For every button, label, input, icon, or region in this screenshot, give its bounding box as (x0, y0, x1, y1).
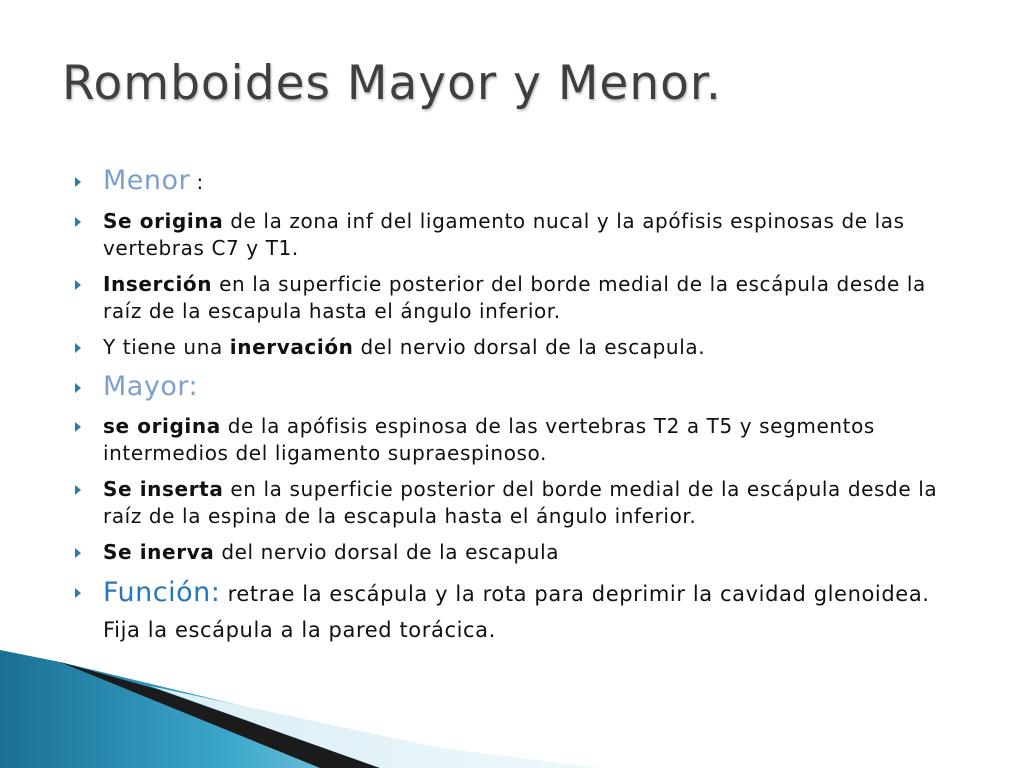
bullet-arrow-icon (75, 485, 81, 495)
item-bold: inervación (229, 335, 354, 359)
content-list (72, 164, 962, 657)
bullet-arrow-icon (75, 280, 81, 290)
swoosh-dark-stripe (60, 662, 380, 768)
item-text: de la zona inf del ligamento nucal y la apófisis espinosas de las vertebras C7 y T1. (103, 209, 905, 260)
heading-menor-label: Menor (103, 165, 191, 196)
list-item-mayor-insercion (72, 476, 962, 530)
list-item-menor-insercion (72, 271, 962, 325)
item-bold: Se inerva (103, 540, 215, 564)
swoosh-pale-band (150, 686, 600, 768)
list-item-menor-origen (72, 208, 962, 262)
item-pre: Y tiene una (103, 335, 230, 359)
heading-mayor-label: Mayor: (103, 371, 199, 402)
bullet-arrow-icon (75, 177, 81, 187)
bullet-arrow-icon (75, 217, 81, 227)
item-text: del nervio dorsal de la escapula (214, 540, 560, 564)
list-item-menor-inervacion (72, 334, 962, 361)
item-text: del nervio dorsal de la escapula. (353, 335, 706, 359)
bullet-arrow-icon (75, 548, 81, 558)
heading-menor-colon: : (190, 170, 204, 194)
item-bold: se origina (103, 414, 221, 438)
heading-menor (72, 164, 962, 199)
bullet-arrow-icon (75, 588, 81, 598)
bullet-arrow-icon (75, 383, 81, 393)
slide-title: Romboides Mayor y Menor. (62, 56, 722, 111)
heading-funcion-label: Función: (103, 577, 221, 608)
item-bold: Se origina (103, 209, 224, 233)
heading-mayor (72, 370, 962, 404)
funcion-text: retrae la escápula y la rota para deprimir la cavidad glenoidea. Fija la escápula a la pared torácica. (103, 582, 930, 642)
list-item-mayor-inervacion (72, 539, 962, 566)
item-text: en la superficie posterior del borde medial de la escápula desde la raíz de la escapula hasta el ángulo inferior. (103, 272, 926, 323)
item-bold: Inserción (103, 272, 213, 296)
swoosh-blue-band (0, 650, 500, 768)
item-text: de la apófisis espinosa de las vertebras T2 a T5 y segmentos intermedios del ligamento supraespinoso. (103, 414, 875, 465)
list-item-mayor-origen (72, 413, 962, 467)
item-bold: Se inserta (103, 477, 224, 501)
item-text: en la superficie posterior del borde medial de la escápula desde la raíz de la espina de la escapula hasta el ángulo inferior. (103, 477, 938, 528)
bullet-arrow-icon (75, 422, 81, 432)
bullet-arrow-icon (75, 343, 81, 353)
list-item-funcion (72, 575, 962, 648)
